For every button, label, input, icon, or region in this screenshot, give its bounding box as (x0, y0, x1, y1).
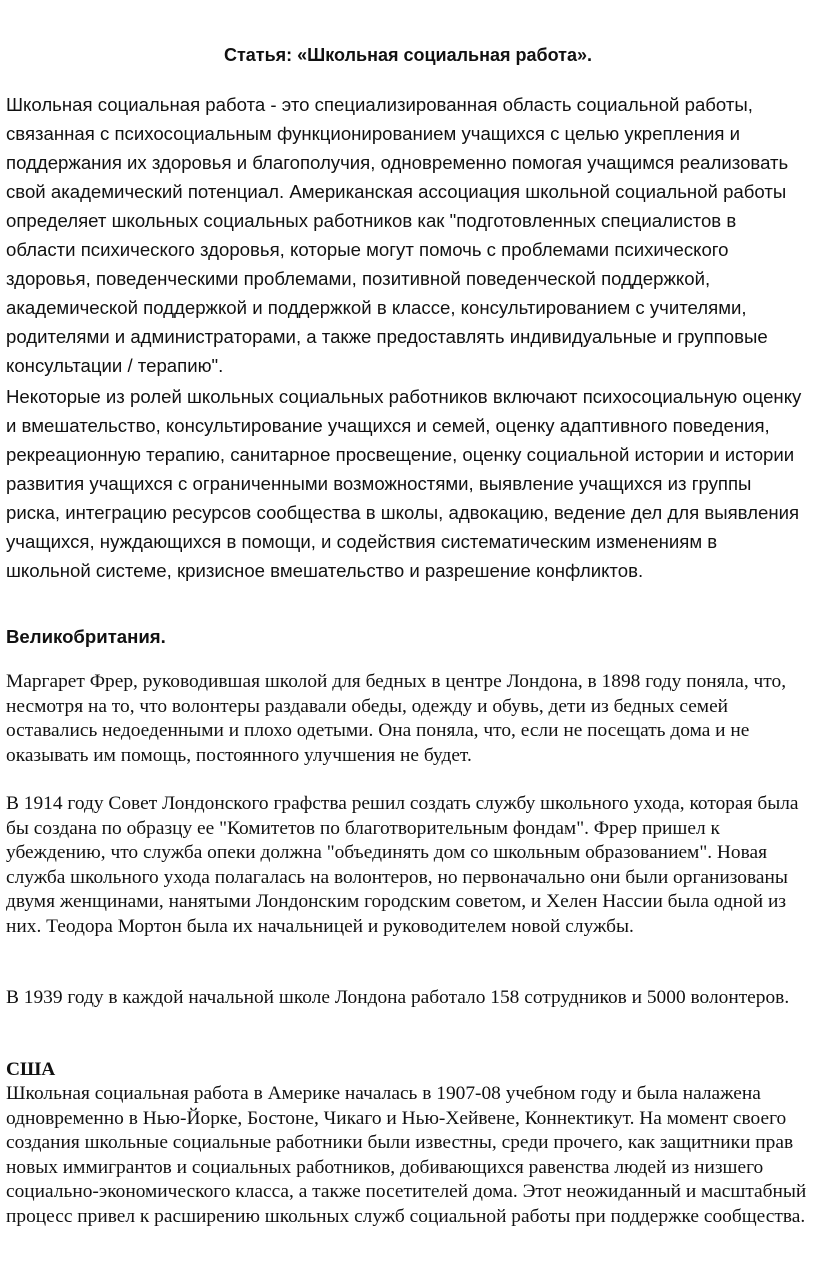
paragraph-frere: Маргарет Фрер, руководившая школой для бедных в центре Лондона, в 1898 году поняла, что, несмотря на то, что волонтеры раздавали обеды, одежду и обувь, дети из бедных семей оставались недоеденными и плохо одетыми. Она поняла, что, если не посещать дома и не оказывать им помощь, постоянного улучшения не будет. (6, 671, 787, 766)
heading-usa: США (6, 1059, 56, 1080)
paragraph-1914: В 1914 году Совет Лондонского графства решил создать службу школьного ухода, которая была бы создана по образцу ее "Комитетов по благотворительным фондам". Фрер пришел к убеждению, что служба опеки должна "объединять дом со школьным образованием". Новая служба школьного ухода полагалась на волонтеров, но первоначально они были организованы двумя женщинами, нанятыми Лондонским городским советом, и Хелен Нассии была одной из них. Теодора Мортон была их начальницей и руководителем новой службы. (6, 793, 799, 937)
heading-uk: Великобритания. (6, 626, 166, 647)
paragraph-1939: В 1939 году в каждой начальной школе Лондона работало 158 сотрудников и 5000 волонтеров. (6, 987, 790, 1008)
article-title: Статья: «Школьная социальная работа». (223, 45, 593, 65)
paragraph-usa: Школьная социальная работа в Америке началась в 1907-08 учебном году и была налажена одновременно в Нью-Йорке, Бостоне, Чикаго и Нью-Хейвене, Коннектикут. На момент своего создания школьные социальные работники были известны, среди прочего, как защитники прав новых иммигрантов и социальных работников, добивающихся равенства людей из низшего социально-экономического класса, а также посетителей дома. Этот неожиданный и масштабный процесс привел к расширению школьных служб социальной работы при поддержке сообщества. (6, 1083, 807, 1227)
paragraph-roles: Некоторые из ролей школьных социальных работников включают психосоциальную оценку и вмешательство, консультирование учащихся и семей, оценку адаптивного поведения, рекреационную терапию, санитарное просвещение, оценку социальной истории и истории развития учащихся с ограниченными возможностями, выявление учащихся из группы риска, интеграцию ресурсов сообщества в школы, адвокацию, ведение дел для выявления учащихся, нуждающихся в помощи, и содействия систематическим изменениям в школьной системе, кризисное вмешательство и разрешение конфликтов. (6, 386, 802, 581)
paragraph-intro: Школьная социальная работа - это специализированная область социальной работы, связанная с психосоциальным функционированием учащихся с целью укрепления и поддержания их здоровья и благополучия, одновременно помогая учащимся реализовать свой академический потенциал. Американская ассоциация школьной социальной работы определяет школьных социальных работников как "подготовленных специалистов в области психического здоровья, которые могут помочь с проблемами психического здоровья, поведенческими проблемами, позитивной поведенческой поддержкой, академической поддержкой и поддержкой в классе, консультированием с учителями, родителями и администраторами, а также предоставлять индивидуальные и групповые консультации / терапию". (6, 94, 789, 376)
